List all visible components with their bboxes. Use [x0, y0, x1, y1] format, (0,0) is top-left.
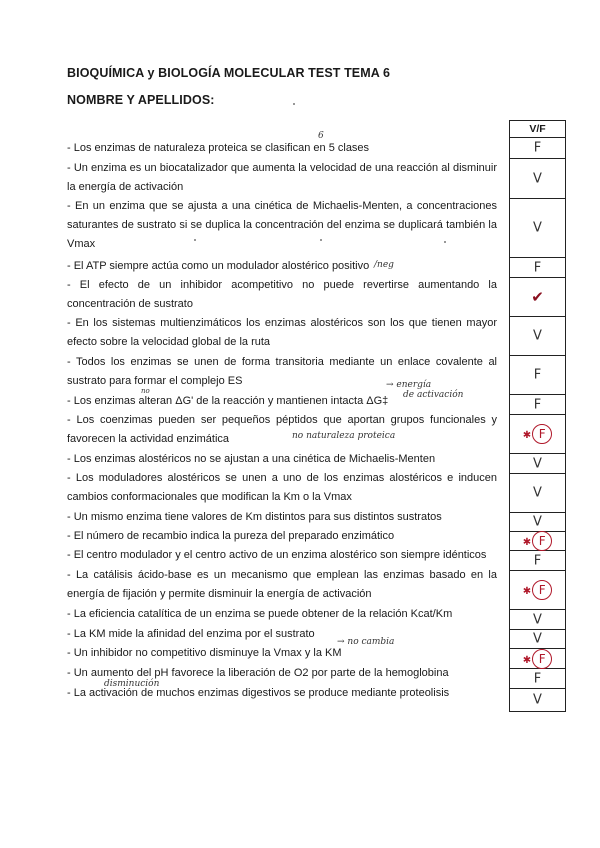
annotation-no-naturaleza-proteica: no naturaleza proteica [292, 431, 396, 441]
answer-row-11 [510, 474, 565, 513]
annotation-neg: /neg [374, 260, 394, 270]
answer-row-18 [510, 649, 565, 669]
question-6: - En los sistemas multienzimáticos los enzimas alostéricos son los que tienen mayor efecto sobre la velocidad global de la ruta [67, 317, 497, 348]
answer-mark: F [532, 424, 552, 444]
circled-answer [510, 580, 565, 600]
answer-row-4 [510, 258, 565, 278]
question-19: - Un aumento del pH favorece la liberación de O2 por parte de la hemoglobina [67, 667, 449, 679]
answer-row-8 [510, 395, 565, 415]
answer-mark: V [533, 456, 542, 471]
question-7: - Todos los enzimas se unen de forma transitoria mediante un enlace covalente al sustrato para formar el complejo ES [67, 356, 497, 387]
answer-row-15 [510, 571, 565, 610]
answer-row-13 [510, 532, 565, 551]
question-18: - Un inhibidor no competitivo disminuye la Vmax y la KM [67, 647, 342, 659]
vf-header: V/F [510, 121, 565, 138]
answer-mark: F [533, 397, 542, 412]
question-13: - El número de recambio indica la pureza del preparado enzimático [67, 530, 395, 542]
question-12: - Un mismo enzima tiene valores de Km distintos para sus distintos sustratos [67, 511, 442, 523]
stray-dot [293, 103, 295, 105]
question-11: - Los moduladores alostéricos se unen a uno de los enzimas alostéricos e inducen cambios conformacionales que modifican la Km o la Vmax [67, 472, 497, 503]
question-5: - El efecto de un inhibidor acompetitivo no puede revertirse aumentando la concentración de sustrato [67, 279, 497, 310]
annotation-no-cambia: → no cambia [337, 637, 395, 647]
answer-mark: V [533, 692, 542, 708]
answer-row-10 [510, 454, 565, 474]
answer-row-3 [510, 199, 565, 258]
answer-mark: F [532, 649, 552, 669]
question-10: - Los enzimas alostéricos no se ajustan a una cinética de Michaelis-Menten [67, 453, 436, 465]
annotation-disminucion: disminución [104, 679, 160, 689]
answer-row-5 [510, 278, 565, 317]
question-2: - Un enzima es un biocatalizador que aumenta la velocidad de una reacción al disminuir la energía de activación [67, 162, 497, 193]
answer-row-16 [510, 610, 565, 630]
annotation-no: no [141, 387, 150, 395]
answer-row-20 [510, 689, 565, 711]
answer-mark: V [533, 485, 542, 501]
vf-answer-table [509, 120, 566, 712]
annotation-energia: → energía [386, 380, 432, 390]
answer-row-19 [510, 669, 565, 689]
answer-mark: F [533, 140, 542, 156]
circled-answer [510, 531, 565, 551]
answer-mark: V [533, 514, 542, 530]
answer-mark: V [533, 612, 542, 627]
answer-mark: V [533, 631, 542, 647]
question-16: - La eficiencia catalítica de un enzima se puede obtener de la relación Kcat/Km [67, 608, 453, 620]
answer-mark: V [533, 171, 542, 186]
answer-row-12 [510, 513, 565, 532]
question-3: - En un enzima que se ajusta a una cinética de Michaelis-Menten, a concentraciones saturantes de sustrato si se duplica la concentración del enzima se duplicará también la Vmax [67, 200, 497, 250]
circled-answer [510, 424, 565, 444]
answer-mark: V [533, 328, 542, 344]
annotation-de-activacion: de activación [403, 390, 464, 400]
answer-mark: F [533, 553, 542, 568]
answer-row-6 [510, 317, 565, 356]
answer-row-2 [510, 159, 565, 199]
answer-mark: V [533, 220, 542, 236]
scribble-icon: ✱ [522, 586, 532, 597]
answer-mark: F [532, 580, 552, 600]
question-1: - Los enzimas de naturaleza proteica se clasifican en 5 clases [67, 142, 370, 154]
name-label: NOMBRE Y APELLIDOS: [67, 93, 215, 107]
question-15: - La catálisis ácido-base es un mecanismo que emplean las enzimas basado en la energía de fijación y permite disminuir la energía de activación [67, 569, 497, 600]
question-4: - El ATP siempre actúa como un modulador alostérico positivo [67, 260, 370, 272]
checkmark-icon: ✔ [531, 288, 544, 306]
answer-row-7 [510, 356, 565, 395]
scribble-icon: ✱ [522, 654, 532, 666]
annotation-six: 6 [318, 131, 324, 141]
document-title: BIOQUÍMICA y BIOLOGÍA MOLECULAR TEST TEMA 6 [67, 66, 391, 80]
answer-row-14 [510, 551, 565, 571]
question-20: - La activación de muchos enzimas digestivos se produce mediante proteolisis [67, 687, 450, 699]
question-9: - Los coenzimas pueden ser pequeños péptidos que aportan grupos funcionales y favorecen la actividad enzimática [67, 414, 497, 445]
circled-answer [510, 649, 565, 669]
answer-mark: F [532, 531, 552, 551]
question-8: - Los enzimas alteran ΔG' de la reacción y mantienen intacta ΔG‡ [67, 395, 389, 407]
answer-mark: F [533, 367, 542, 383]
answer-row-9 [510, 415, 565, 454]
scribble-icon: ✱ [522, 430, 532, 441]
answer-mark: F [533, 671, 542, 686]
answer-row-17 [510, 630, 565, 649]
answer-row-1 [510, 138, 565, 159]
question-17: - La KM mide la afinidad del enzima por el sustrato [67, 628, 315, 640]
question-14: - El centro modulador y el centro activo de un enzima alostérico son siempre idénticos [67, 549, 487, 561]
answer-mark: F [533, 260, 542, 275]
scribble-icon: ✱ [522, 537, 532, 548]
